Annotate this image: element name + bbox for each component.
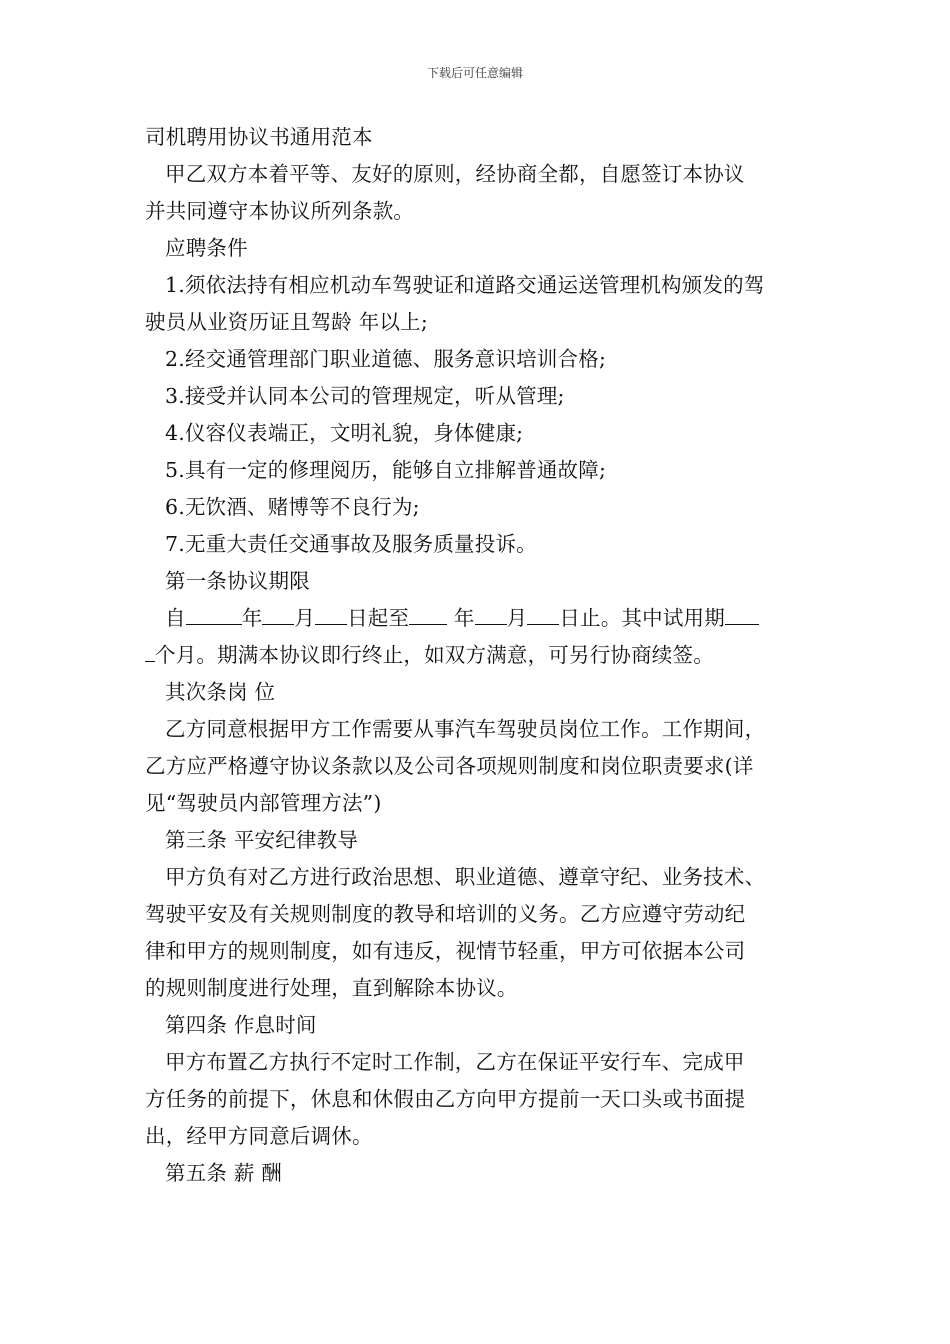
article-1-line-1	[145, 600, 810, 637]
article-4-line-2: 方任务的前提下，休息和休假由乙方向甲方提前一天口头或书面提	[145, 1087, 746, 1111]
article-1-text-day-to: 日起至	[347, 606, 410, 630]
article-2-line-3: 见“驾驶员内部管理方法”)	[145, 791, 382, 815]
article-3-heading: 第三条 平安纪律教导	[165, 828, 359, 852]
page-header: 下载后可任意编辑	[426, 66, 523, 80]
article-1-text-year: 年	[241, 606, 263, 630]
article-3-line-2: 驾驶平安及有关规则制度的教导和培训的义务。乙方应遵守劳动纪	[145, 902, 746, 926]
condition-item-1-line-1: 1.须依法持有相应机动车驾驶证和道路交通运送管理机构颁发的驾	[165, 273, 765, 297]
article-1-text-months: 个月。期满本协议即行终止，如双方满意，可另行协商续签。	[155, 643, 714, 667]
condition-item-1-line-2: 驶员从业资历证且驾龄 年以上;	[145, 310, 428, 334]
condition-item-3: 3.接受并认同本公司的管理规定，听从管理;	[165, 384, 565, 408]
condition-item-2: 2.经交通管理部门职业道德、服务意识培训合格;	[165, 347, 607, 371]
article-1-text-end-month: 月	[506, 606, 528, 630]
article-5-heading: 第五条 薪 酬	[165, 1161, 282, 1185]
article-2-heading: 其次条岗 位	[165, 680, 276, 704]
article-3-line-1: 甲方负有对乙方进行政治思想、职业道德、遵章守纪、业务技术、	[165, 865, 766, 889]
condition-item-4: 4.仪容仪表端正，文明礼貌，身体健康;	[165, 421, 524, 445]
condition-item-5: 5.具有一定的修理阅历，能够自立排解普通故障;	[165, 458, 607, 482]
article-1-text-month: 月	[294, 606, 316, 630]
article-2-line-1: 乙方同意根据甲方工作需要从事汽车驾驶员岗位工作。工作期间，	[165, 717, 766, 741]
condition-item-6: 6.无饮酒、赌博等不良行为;	[165, 495, 420, 519]
blank-field-trial-period-cont[interactable]	[145, 641, 155, 662]
intro-line-2: 并共同遵守本协议所列条款。	[145, 199, 415, 223]
article-1-line-2	[145, 637, 810, 674]
blank-field-end-year[interactable]	[409, 604, 447, 625]
article-1-heading: 第一条协议期限	[165, 569, 310, 593]
blank-field-end-day[interactable]	[527, 604, 559, 625]
conditions-heading: 应聘条件	[165, 236, 248, 260]
article-2-line-2: 乙方应严格遵守协议条款以及公司各项规则制度和岗位职责要求(详	[145, 754, 754, 778]
blank-field-start-year[interactable]	[186, 604, 242, 625]
condition-item-7: 7.无重大责任交通事故及服务质量投诉。	[165, 532, 537, 556]
article-1-text-end-year: 年	[447, 606, 475, 630]
article-4-line-1: 甲方布置乙方执行不定时工作制，乙方在保证平安行车、完成甲	[165, 1050, 745, 1074]
article-1-text-from: 自	[165, 606, 186, 630]
blank-field-end-month[interactable]	[475, 604, 507, 625]
document-title: 司机聘用协议书通用范本	[145, 125, 373, 149]
intro-line-1: 甲乙双方本着平等、友好的原则，经协商全都，自愿签订本协议	[165, 162, 745, 186]
article-4-line-3: 出，经甲方同意后调休。	[145, 1124, 373, 1148]
article-3-line-4: 的规则制度进行处理，直到解除本协议。	[145, 976, 518, 1000]
article-4-heading: 第四条 作息时间	[165, 1013, 317, 1037]
blank-field-trial-period[interactable]	[725, 604, 759, 625]
article-1-text-end-day: 日止。其中试用期	[559, 606, 725, 630]
blank-field-start-month[interactable]	[262, 604, 294, 625]
document-body	[145, 119, 810, 1192]
blank-field-start-day[interactable]	[315, 604, 347, 625]
article-3-line-3: 律和甲方的规则制度，如有违反，视情节轻重，甲方可依据本公司	[145, 939, 746, 963]
